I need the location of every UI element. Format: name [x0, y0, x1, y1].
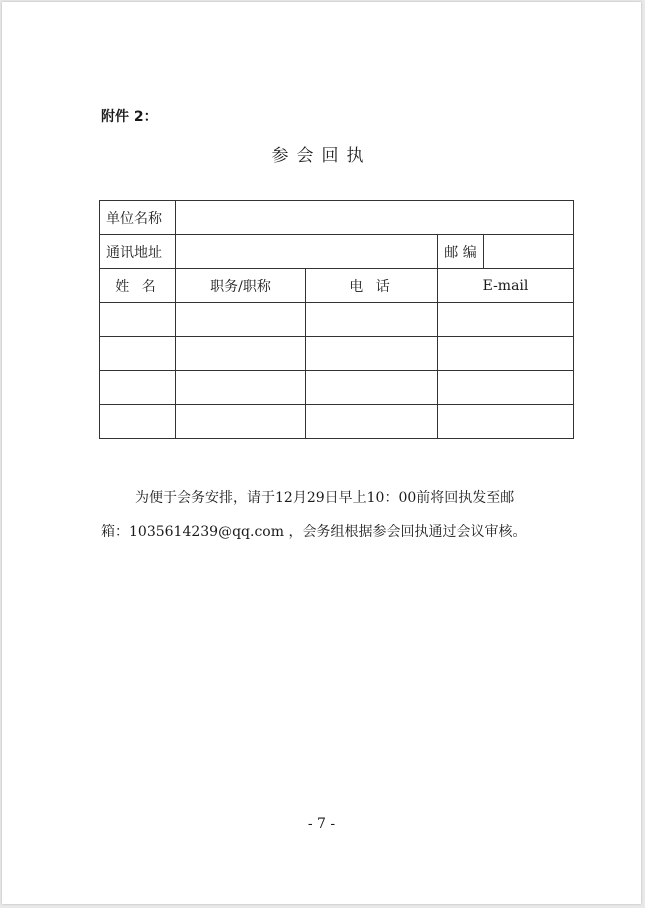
- title-cell[interactable]: [176, 337, 306, 371]
- header-row: [100, 269, 574, 303]
- postcode-field[interactable]: [484, 235, 574, 269]
- address-label: 通讯地址: [100, 235, 176, 269]
- name-cell[interactable]: [100, 371, 176, 405]
- email-cell[interactable]: [438, 371, 574, 405]
- reply-form-table: [99, 200, 574, 439]
- phone-cell[interactable]: [306, 405, 438, 439]
- table-row: [100, 371, 574, 405]
- unit-name-field[interactable]: [176, 201, 574, 235]
- email-cell[interactable]: [438, 303, 574, 337]
- email-cell[interactable]: [438, 337, 574, 371]
- name-cell[interactable]: [100, 405, 176, 439]
- table-row: [100, 303, 574, 337]
- unit-name-row: [100, 201, 574, 235]
- name-cell[interactable]: [100, 337, 176, 371]
- column-header-email: E-mail: [438, 269, 574, 303]
- column-header-phone: 电 话: [306, 269, 438, 303]
- address-row: [100, 235, 574, 269]
- phone-cell[interactable]: [306, 303, 438, 337]
- title-cell[interactable]: [176, 405, 306, 439]
- document-page: [2, 2, 641, 904]
- name-cell[interactable]: [100, 303, 176, 337]
- phone-cell[interactable]: [306, 337, 438, 371]
- table-row: [100, 405, 574, 439]
- title-cell[interactable]: [176, 371, 306, 405]
- column-header-title: 职务/职称: [176, 269, 306, 303]
- email-cell[interactable]: [438, 405, 574, 439]
- title-cell[interactable]: [176, 303, 306, 337]
- unit-name-label: 单位名称: [100, 201, 176, 235]
- address-field[interactable]: [176, 235, 438, 269]
- note-line-1: 为便于会务安排，请于12月29日早上10：00前将回执发至邮: [135, 490, 515, 506]
- phone-cell[interactable]: [306, 371, 438, 405]
- column-header-name: 姓 名: [100, 269, 176, 303]
- table-row: [100, 337, 574, 371]
- page-number: - 7 -: [307, 816, 336, 832]
- note-line-2: 箱：1035614239@qq.com ，会务组根据参会回执通过会议审核。: [101, 524, 527, 540]
- postcode-label: 邮 编: [438, 235, 484, 269]
- attachment-label: 附件 2：: [101, 109, 158, 125]
- page-title: 参会回执: [271, 146, 372, 166]
